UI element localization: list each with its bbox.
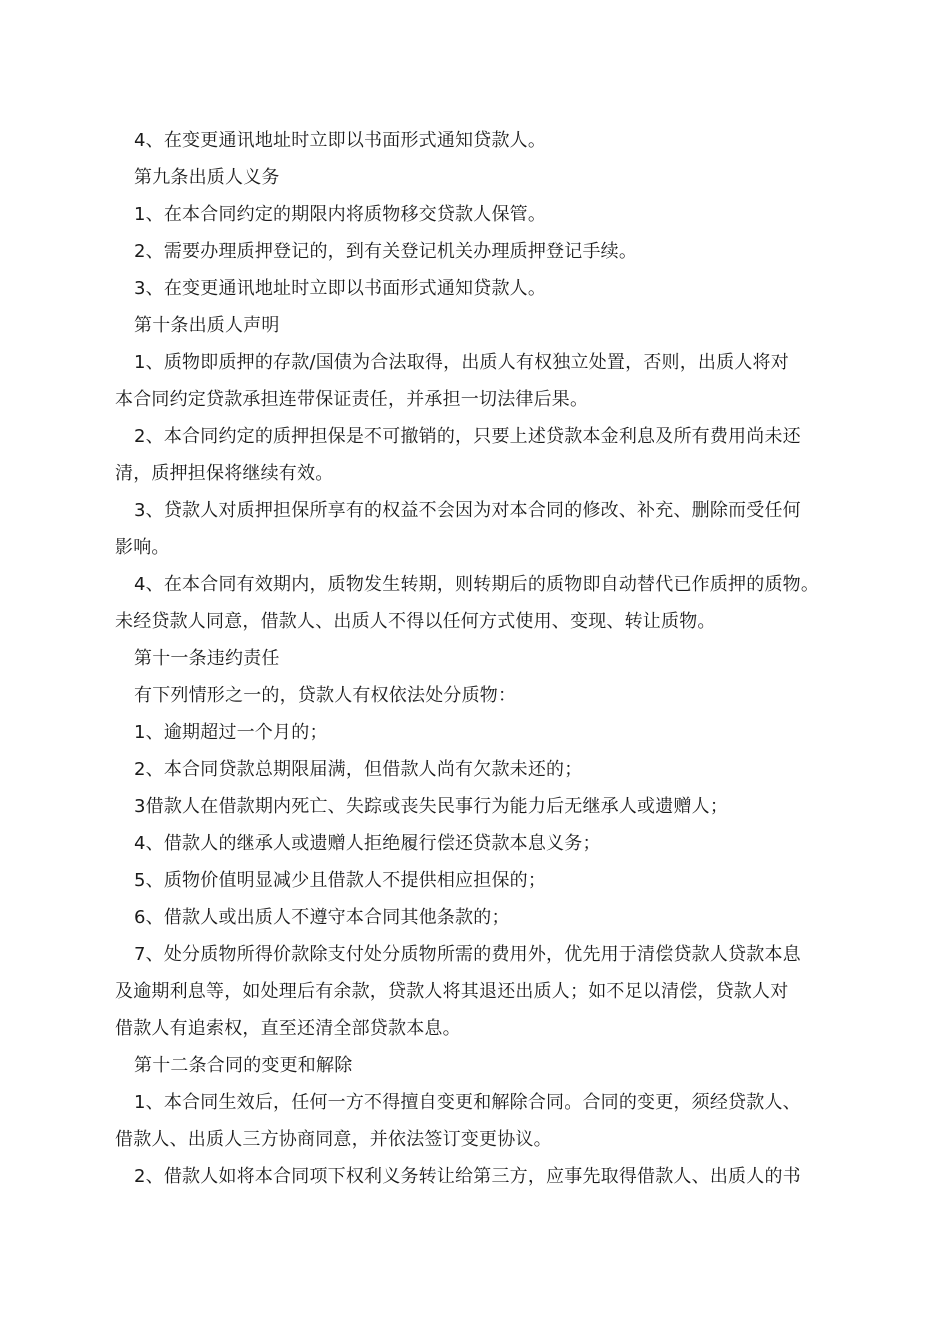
text-line: 借款人有追索权，直至还清全部贷款本息。 bbox=[115, 1018, 461, 1039]
text-line: 1、在本合同约定的期限内将质物移交贷款人保管。 bbox=[134, 204, 547, 225]
text-line: 清，质押担保将继续有效。 bbox=[115, 463, 334, 484]
text-line: 4、借款人的继承人或遗赠人拒绝履行偿还贷款本息义务； bbox=[134, 833, 601, 854]
text-line: 借款人、出质人三方协商同意，并依法签订变更协议。 bbox=[115, 1129, 552, 1150]
text-line: 4、在本合同有效期内，质物发生转期，则转期后的质物即自动替代已作质押的质物。 bbox=[134, 574, 820, 595]
text-line: 1、逾期超过一个月的； bbox=[134, 722, 328, 743]
section-heading-9: 第九条出质人义务 bbox=[134, 167, 280, 188]
text-line: 6、借款人或出质人不遵守本合同其他条款的； bbox=[134, 907, 510, 928]
text-line: 7、处分质物所得价款除支付处分质物所需的费用外，优先用于清偿贷款人贷款本息 bbox=[134, 944, 801, 965]
text-line: 3、在变更通讯地址时立即以书面形式通知贷款人。 bbox=[134, 278, 547, 299]
text-line: 4、在变更通讯地址时立即以书面形式通知贷款人。 bbox=[134, 130, 547, 151]
text-line: 1、本合同生效后，任何一方不得擅自变更和解除合同。合同的变更，须经贷款人、 bbox=[134, 1092, 801, 1113]
text-line: 3、贷款人对质押担保所享有的权益不会因为对本合同的修改、补充、删除而受任何 bbox=[134, 500, 801, 521]
text-line: 未经贷款人同意，借款人、出质人不得以任何方式使用、变现、转让质物。 bbox=[115, 611, 716, 632]
text-line: 及逾期利息等，如处理后有余款，贷款人将其退还出质人；如不足以清偿，贷款人对 bbox=[115, 981, 789, 1002]
text-line: 3借款人在借款期内死亡、失踪或丧失民事行为能力后无继承人或遗赠人； bbox=[134, 796, 729, 817]
text-line: 2、本合同约定的质押担保是不可撤销的，只要上述贷款本金利息及所有费用尚未还 bbox=[134, 426, 801, 447]
text-line: 有下列情形之一的，贷款人有权依法处分质物： bbox=[134, 685, 517, 706]
text-line: 2、需要办理质押登记的，到有关登记机关办理质押登记手续。 bbox=[134, 241, 638, 262]
document-body bbox=[115, 122, 850, 1195]
text-line: 2、本合同贷款总期限届满，但借款人尚有欠款未还的； bbox=[134, 759, 583, 780]
text-line: 5、质物价值明显减少且借款人不提供相应担保的； bbox=[134, 870, 547, 891]
text-line: 本合同约定贷款承担连带保证责任，并承担一切法律后果。 bbox=[115, 389, 589, 410]
text-line: 2、借款人如将本合同项下权利义务转让给第三方，应事先取得借款人、出质人的书 bbox=[134, 1166, 801, 1187]
section-heading-12: 第十二条合同的变更和解除 bbox=[134, 1055, 353, 1076]
section-heading-10: 第十条出质人声明 bbox=[134, 315, 280, 336]
text-line: 1、质物即质押的存款/国债为合法取得，出质人有权独立处置，否则，出质人将对 bbox=[134, 352, 789, 373]
text-line: 影响。 bbox=[115, 537, 170, 558]
section-heading-11: 第十一条违约责任 bbox=[134, 648, 280, 669]
